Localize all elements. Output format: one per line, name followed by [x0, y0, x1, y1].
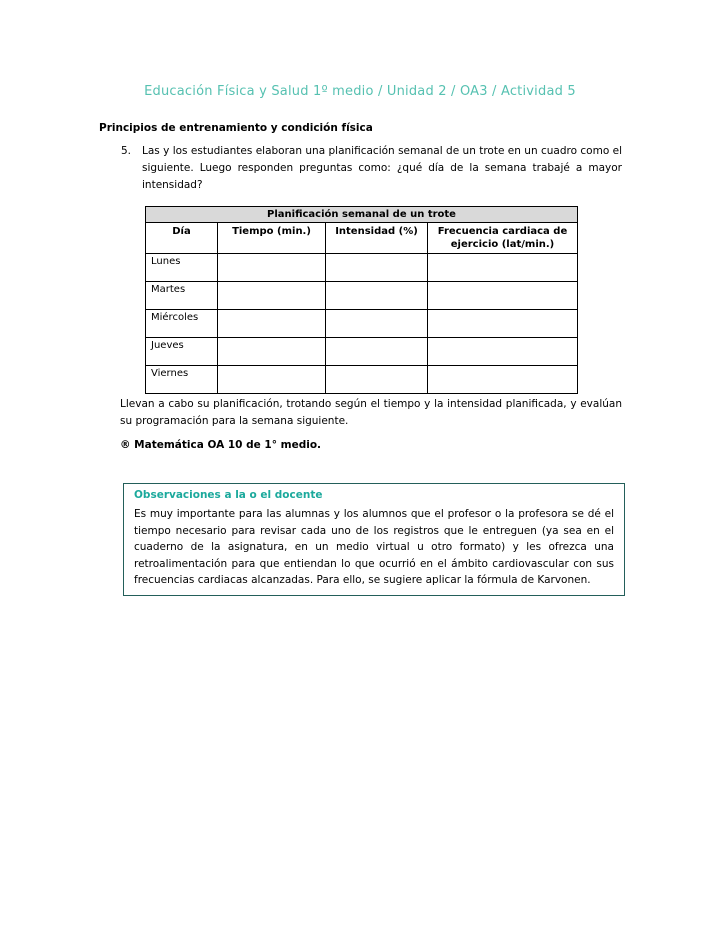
day-label: Lunes [146, 254, 218, 282]
empty-cell-intensidad [326, 310, 428, 338]
empty-cell-frecuencia [428, 338, 578, 366]
table-row-viernes [146, 366, 578, 394]
empty-cell-frecuencia [428, 310, 578, 338]
empty-cell-intensidad [326, 338, 428, 366]
table-row-lunes [146, 254, 578, 282]
column-header-dia: Día [146, 223, 218, 254]
empty-cell-tiempo [218, 310, 326, 338]
day-label: Martes [146, 282, 218, 310]
empty-cell-tiempo [218, 254, 326, 282]
document-title: Educación Física y Salud 1º medio / Unidad 2 / OA3 / Actividad 5 [144, 84, 576, 99]
empty-cell-tiempo [218, 338, 326, 366]
day-label: Viernes [146, 366, 218, 394]
empty-cell-tiempo [218, 282, 326, 310]
followup-paragraph: Llevan a cabo su planificación, trotando según el tiempo y la intensidad planificada, y evalúan su programación para la semana siguiente. [120, 398, 622, 427]
activity-text: Las y los estudiantes elaboran una planificación semanal de un trote en un cuadro como el siguiente. Luego responden preguntas como: ¿qué día de la semana trabajé a mayor intensidad? [142, 145, 622, 191]
teacher-observations-box [123, 483, 625, 596]
activity-number: 5. [121, 145, 132, 157]
cross-reference-matematica: ® Matemática OA 10 de 1° medio. [120, 439, 322, 451]
empty-cell-frecuencia [428, 282, 578, 310]
observations-body: Es muy importante para las alumnas y los alumnos que el profesor o la profesora se dé el tiempo necesario para revisar cada uno de los registros que le entreguen (ya sea en el cuaderno de la asignatura, en un medio virtual u otro formato) y les ofrezca una retroalimentación para que entiendan lo que ocurrió en el ámbito cardiovascular con sus frecuencias cardiacas alcanzadas. Para ello, se sugiere aplicar la fórmula de Karvonen. [134, 508, 614, 586]
table-row-jueves [146, 338, 578, 366]
table-title-row [146, 207, 578, 223]
empty-cell-frecuencia [428, 366, 578, 394]
table-row-martes [146, 282, 578, 310]
empty-cell-intensidad [326, 282, 428, 310]
section-heading: Principios de entrenamiento y condición física [99, 122, 373, 134]
table-title: Planificación semanal de un trote [146, 207, 578, 223]
observations-title: Observaciones a la o el docente [134, 489, 323, 501]
table-header-row [146, 223, 578, 254]
empty-cell-intensidad [326, 366, 428, 394]
table-row-miercoles [146, 310, 578, 338]
empty-cell-tiempo [218, 366, 326, 394]
empty-cell-intensidad [326, 254, 428, 282]
day-label: Jueves [146, 338, 218, 366]
column-header-frecuencia: Frecuencia cardiaca de ejercicio (lat/min.) [428, 223, 578, 254]
weekly-plan-table [145, 206, 578, 394]
activity-item-5 [121, 143, 622, 194]
column-header-tiempo: Tiempo (min.) [218, 223, 326, 254]
column-header-intensidad: Intensidad (%) [326, 223, 428, 254]
empty-cell-frecuencia [428, 254, 578, 282]
day-label: Miércoles [146, 310, 218, 338]
